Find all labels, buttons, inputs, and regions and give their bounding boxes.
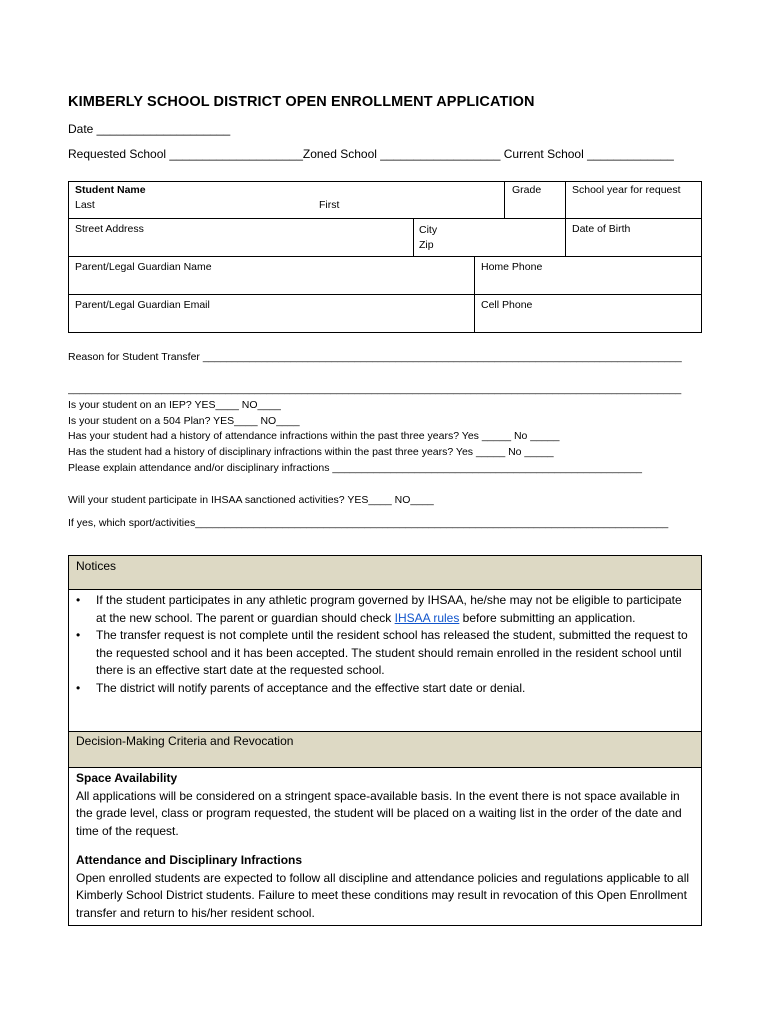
criteria-header xyxy=(68,732,702,768)
city-label: City xyxy=(419,224,438,236)
notice-text: The district will notify parents of acceptance and the effective start date or denial. xyxy=(96,680,526,695)
zip-label: Zip xyxy=(419,239,434,251)
dob-label: Date of Birth xyxy=(572,223,631,235)
space-availability-heading: Space Availability xyxy=(76,771,178,785)
notices-body xyxy=(68,590,702,732)
page-title: KIMBERLY SCHOOL DISTRICT OPEN ENROLLMENT APPLICATION xyxy=(68,94,535,110)
explain-infractions-field[interactable]: Please explain attendance and/or disciplinary infractions _____________________________________________________ xyxy=(68,462,642,474)
notice-item xyxy=(96,680,694,698)
notice-text: If the student participates in any athletic program governed by IHSAA, he/she may not be eligible to participate at the new school. The parent or guardian should check xyxy=(96,593,682,625)
disciplinary-question[interactable]: Has the student had a history of disciplinary infractions within the past three years? Yes _____ No _____ xyxy=(68,446,554,458)
grade-label: Grade xyxy=(512,184,542,196)
school-fields[interactable]: Requested School ____________________Zoned School __________________ Current School _____________ xyxy=(68,147,674,161)
cell-phone-cell[interactable] xyxy=(474,294,702,333)
sports-field[interactable]: If yes, which sport/activities_________________________________________________________________________________ xyxy=(68,517,669,529)
date-field[interactable]: Date ____________________ xyxy=(68,122,231,136)
space-availability-text: All applications will be considered on a stringent space-available basis. In the event there is not space available in the grade level, class or program requested, the student will be placed on a waiting list in the order of the date and time of the request. xyxy=(76,788,682,838)
first-name-label: First xyxy=(319,199,340,211)
grade-cell[interactable] xyxy=(504,181,566,219)
notices-box xyxy=(68,555,702,926)
notice-item xyxy=(96,627,694,680)
reason-field[interactable]: Reason for Student Transfer __________________________________________________________________________________ xyxy=(68,351,682,363)
guardian-name-cell[interactable] xyxy=(68,256,475,295)
student-name-label: Student Name xyxy=(75,184,146,196)
guardian-name-label: Parent/Legal Guardian Name xyxy=(75,261,212,273)
street-address-label: Street Address xyxy=(75,223,144,235)
notices-header xyxy=(68,555,702,590)
school-year-label: School year for request xyxy=(572,184,681,196)
last-name-label: Last xyxy=(75,199,95,211)
ihsaa-rules-link[interactable]: IHSAA rules xyxy=(394,610,460,625)
student-name-cell[interactable] xyxy=(68,181,505,219)
plan504-question[interactable]: Is your student on a 504 Plan? YES____ NO____ xyxy=(68,415,300,427)
city-zip-cell[interactable] xyxy=(413,218,566,257)
notice-text-end: before submitting an application. xyxy=(459,610,636,625)
attendance-question[interactable]: Has your student had a history of attendance infractions within the past three years? Yes _____ No _____ xyxy=(68,430,560,442)
dob-cell[interactable] xyxy=(565,218,702,257)
notice-text: The transfer request is not complete until the resident school has released the student, submitted the request to the requested school and it has been accepted. The student should remain enrolled in the resident school until there is an effective start date at the requested school. xyxy=(96,628,688,677)
notice-item xyxy=(96,592,694,627)
iep-question[interactable]: Is your student on an IEP? YES____ NO____ xyxy=(68,399,281,411)
cell-phone-label: Cell Phone xyxy=(481,299,533,311)
reason-field-continued[interactable]: _________________________________________________________________________________________________________ xyxy=(68,383,682,395)
home-phone-label: Home Phone xyxy=(481,261,543,273)
street-address-cell[interactable] xyxy=(68,218,414,257)
attendance-heading: Attendance and Disciplinary Infractions xyxy=(76,853,303,867)
student-info-grid xyxy=(68,181,702,333)
attendance-text: Open enrolled students are expected to follow all discipline and attendance policies and regulations applicable to all Kimberly School District students. Failure to meet these conditions may result in revocation of this Open Enrollment transfer and return to his/her resident school. xyxy=(76,870,690,920)
criteria-body xyxy=(68,768,702,926)
school-year-cell[interactable] xyxy=(565,181,702,219)
ihsaa-question[interactable]: Will your student participate in IHSAA sanctioned activities? YES____ NO____ xyxy=(68,494,434,506)
home-phone-cell[interactable] xyxy=(474,256,702,295)
guardian-email-label: Parent/Legal Guardian Email xyxy=(75,299,210,311)
criteria-title: Decision-Making Criteria and Revocation xyxy=(76,734,294,748)
notices-title: Notices xyxy=(76,559,117,573)
guardian-email-cell[interactable] xyxy=(68,294,475,333)
